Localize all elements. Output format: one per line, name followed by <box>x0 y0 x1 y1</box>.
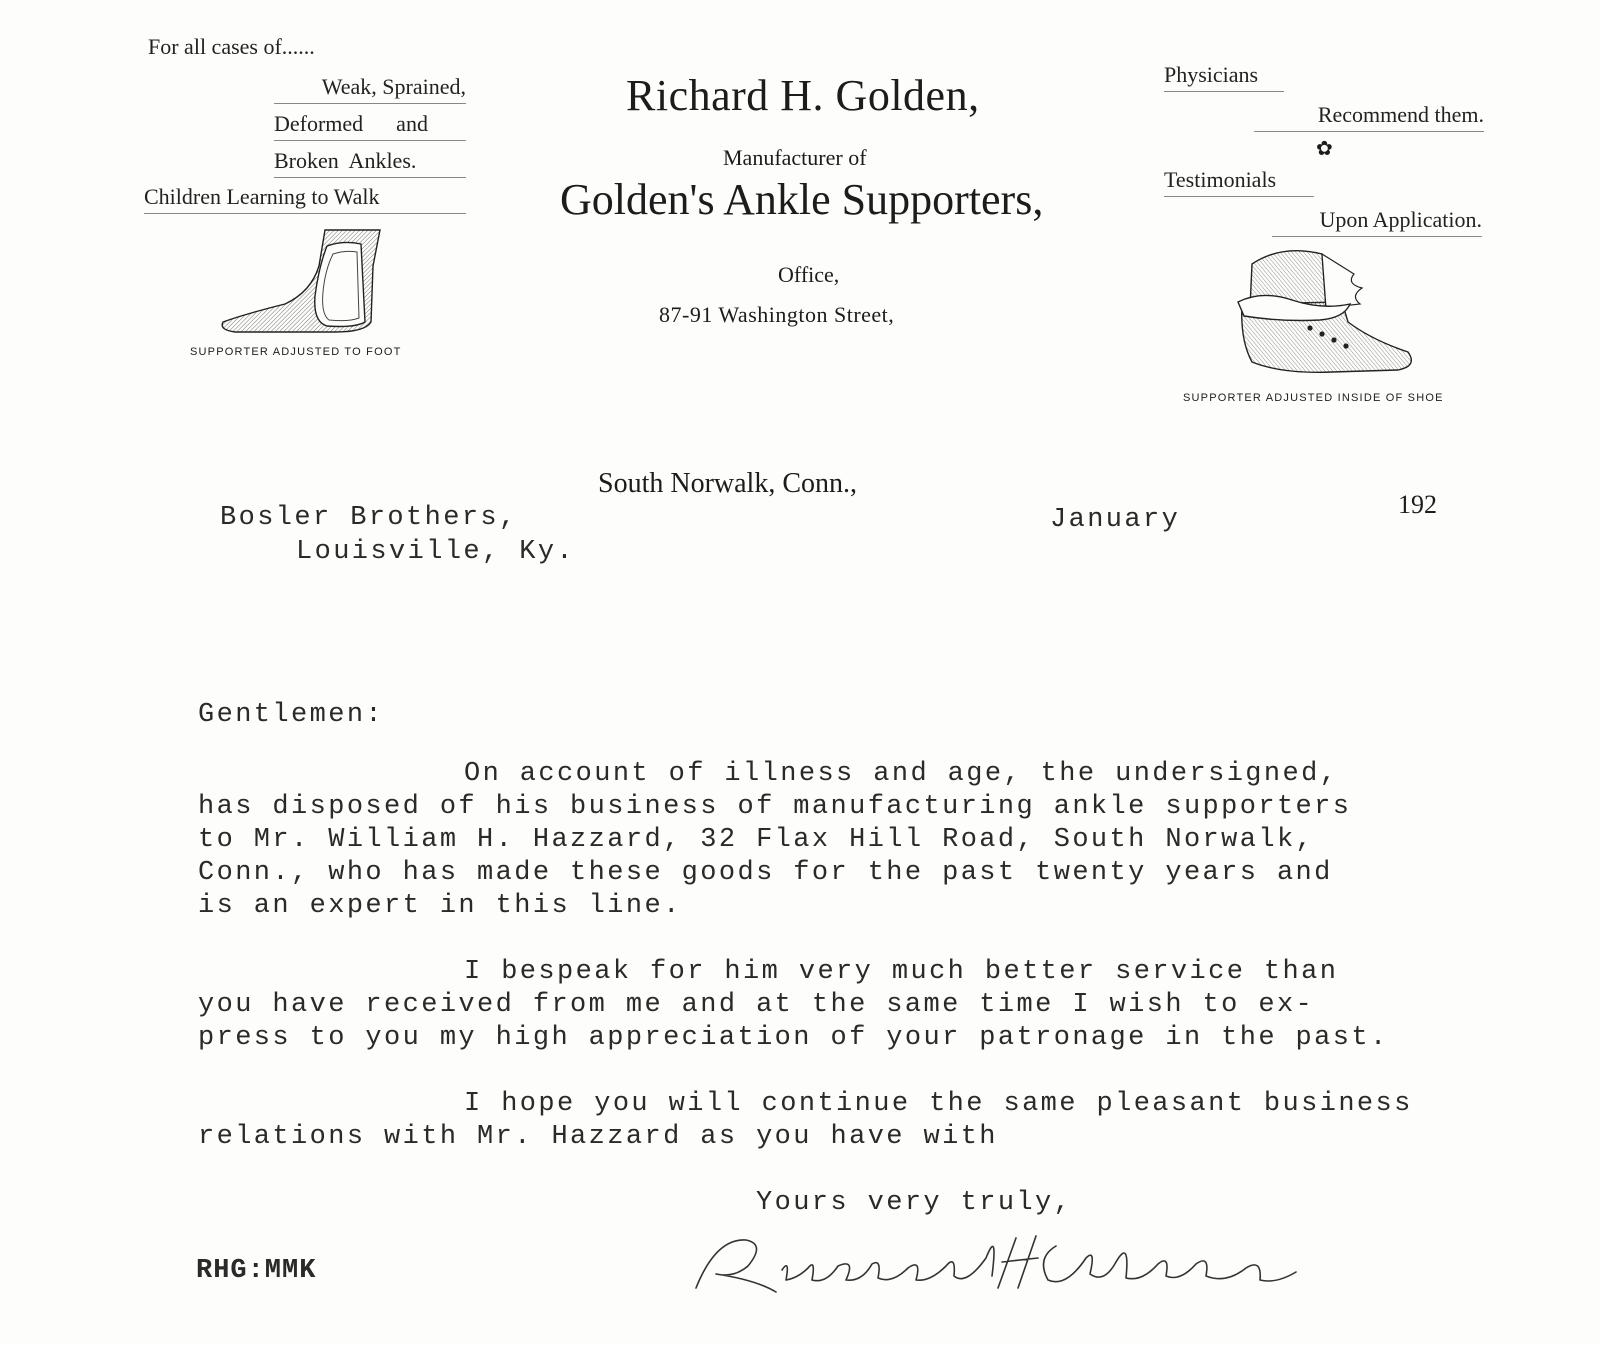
reference-initials: RHG:MMK <box>196 1256 317 1286</box>
paragraph-line: to Mr. William H. Hazzard, 32 Flax Hill Road, South Norwalk, <box>198 825 1315 855</box>
recommend-text: Recommend them. <box>1254 102 1484 132</box>
paragraph-line: Conn., who has made these goods for the past twenty years and <box>198 858 1333 888</box>
office-address: 87-91 Washington Street, <box>659 302 895 327</box>
paragraph-line: you have received from me and at the same time I wish to ex- <box>198 990 1315 1020</box>
foot-caption: SUPPORTER ADJUSTED TO FOOT <box>190 346 402 358</box>
physicians-text: Physicians <box>1164 62 1284 92</box>
paragraph-line: is an expert in this line. <box>198 891 682 921</box>
letter-year-prefix: 192 <box>1398 490 1437 519</box>
intro-text: For all cases of...... <box>148 34 315 59</box>
paragraph-3 <box>198 1088 1428 1154</box>
company-name: Golden's Ankle Supporters, <box>560 175 1044 224</box>
application-text: Upon Application. <box>1272 207 1482 237</box>
condition-line-3: Broken Ankles. <box>274 148 466 178</box>
manufacturer-of: Manufacturer of <box>723 145 867 170</box>
paragraph-line: On account of illness and age, the undersigned, <box>464 759 1339 789</box>
ornament-icon: ✿ <box>1316 138 1333 160</box>
letter-place: South Norwalk, Conn., <box>598 468 857 499</box>
shoe-supporter-illustration <box>1222 244 1422 380</box>
paragraph-line: press to you my high appreciation of your patronage in the past. <box>198 1023 1389 1053</box>
letter-month: January <box>1050 505 1181 535</box>
condition-line-2: Deformed and <box>274 111 466 141</box>
handwritten-signature <box>686 1218 1326 1308</box>
recipient-name: Bosler Brothers, <box>220 503 518 533</box>
condition-line-4: Children Learning to Walk <box>144 184 466 214</box>
paragraph-line: has disposed of his business of manufacturing ankle supporters <box>198 792 1352 822</box>
paragraph-line: relations with Mr. Hazzard as you have with <box>198 1122 998 1152</box>
closing: Yours very truly, <box>756 1188 1073 1218</box>
foot-supporter-illustration <box>215 226 395 344</box>
paragraph-2 <box>198 956 1428 1055</box>
salutation: Gentlemen: <box>198 700 385 730</box>
condition-line-1: Weak, Sprained, <box>274 74 466 104</box>
shoe-caption: SUPPORTER ADJUSTED INSIDE OF SHOE <box>1183 392 1444 404</box>
recipient-city: Louisville, Ky. <box>296 537 576 567</box>
paragraph-line: I bespeak for him very much better service than <box>464 957 1339 987</box>
proprietor-name: Richard H. Golden, <box>626 71 980 120</box>
testimonials-text: Testimonials <box>1164 167 1314 197</box>
paragraph-line: I hope you will continue the same pleasant business <box>464 1089 1413 1119</box>
paragraph-1 <box>198 758 1428 923</box>
office-label: Office, <box>778 262 840 287</box>
